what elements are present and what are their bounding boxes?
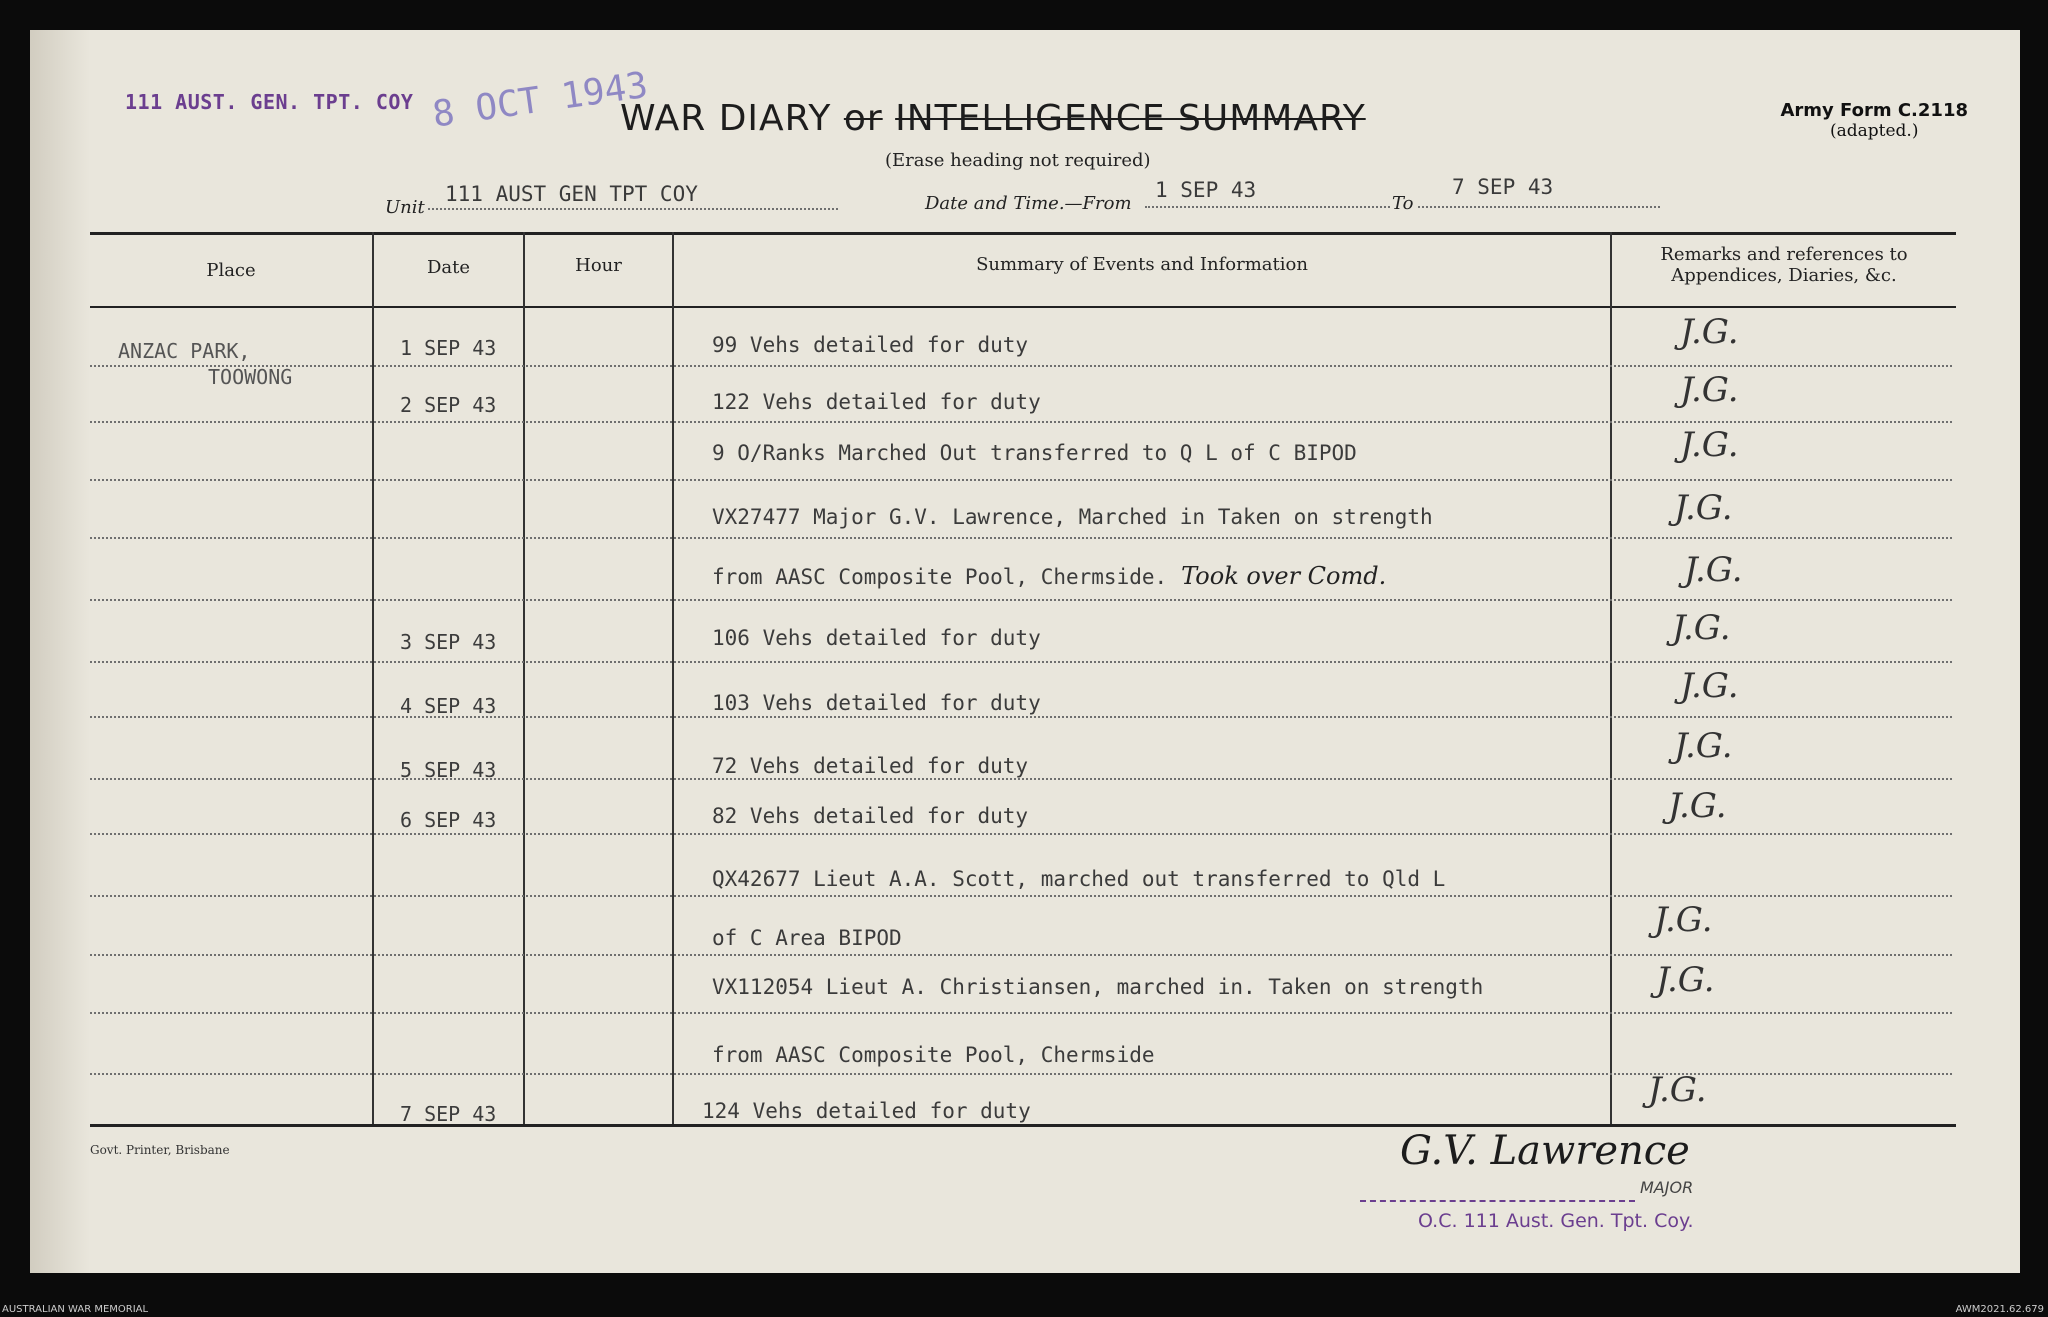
row-line [90,479,1952,481]
unit-stamp: 111 AUST. GEN. TPT. COY [125,90,414,114]
row-line [90,537,1952,539]
date-stamp: 8 OCT 1943 [430,64,651,136]
place-cell [118,338,292,390]
remarks-initials: J.G. [1680,370,1739,410]
table-bottom-rule [90,1124,1956,1127]
signature-line [1360,1200,1635,1202]
subtitle: (Erase heading not required) [885,150,1151,171]
summary-cell: 9 O/Ranks Marched Out transferred to Q L of C BIPOD [712,441,1357,465]
summary-text: from AASC Composite Pool, Chermside. [712,565,1168,589]
row-line [90,778,1952,780]
date-cell: 7 SEP 43 [400,1102,497,1126]
row-line [90,716,1952,718]
summary-cell: 124 Vehs detailed for duty [702,1099,1031,1123]
row-line [90,954,1952,956]
unit-dotline [428,208,838,210]
remarks-initials: J.G. [1654,900,1713,940]
printer-note: Govt. Printer, Brisbane [90,1143,230,1157]
place-line-1: ANZAC PARK, [118,339,251,363]
table-top-rule [90,232,1956,235]
row-line [90,421,1952,423]
row-line [90,895,1952,897]
page-shadow [30,30,90,1273]
column-header-date: Date [426,257,471,278]
summary-cell: VX112054 Lieut A. Christiansen, marched in. Taken on strength [712,975,1484,999]
remarks-initials: J.G. [1674,726,1733,766]
row-line [90,1012,1952,1014]
summary-cell: 106 Vehs detailed for duty [712,626,1041,650]
signature-oc-stamp: O.C. 111 Aust. Gen. Tpt. Coy. [1418,1210,1694,1232]
from-value: 1 SEP 43 [1155,178,1257,202]
title-struck: INTELLIGENCE SUMMARY [895,98,1366,139]
to-dotline [1418,206,1660,208]
remarks-header-line2: Appendices, Diaries, &c. [1671,265,1897,286]
summary-cell: 122 Vehs detailed for duty [712,390,1041,414]
remarks-header-line1: Remarks and references to [1660,244,1908,265]
summary-cell: of C Area BIPOD [712,926,902,950]
title-or: or [843,98,883,139]
archive-credit: AUSTRALIAN WAR MEMORIAL [2,1304,149,1315]
summary-cell: 82 Vehs detailed for duty [712,804,1029,828]
title-main: WAR DIARY [620,98,832,139]
from-dotline [1145,206,1390,208]
column-header-place: Place [206,260,256,281]
column-header-summary: Summary of Events and Information [976,254,1308,275]
column-header-remarks [1612,244,1956,286]
date-cell: 4 SEP 43 [400,694,497,718]
remarks-initials: J.G. [1680,425,1739,465]
remarks-initials: J.G. [1680,666,1739,706]
row-line [90,833,1952,835]
date-cell: 2 SEP 43 [400,393,497,417]
archive-reference: AWM2021.62.679 [1955,1304,2044,1315]
row-line [90,599,1952,601]
remarks-initials: J.G. [1680,312,1739,352]
remarks-initials: J.G. [1648,1070,1707,1110]
summary-cell: 103 Vehs detailed for duty [712,691,1041,715]
date-cell: 1 SEP 43 [400,336,497,360]
to-label: To [1392,193,1414,214]
signature: G.V. Lawrence [1400,1128,1690,1174]
summary-cell: 99 Vehs detailed for duty [712,333,1029,357]
column-header-hour: Hour [575,255,622,276]
remarks-initials: J.G. [1684,550,1743,590]
signature-rank: MAJOR [1640,1178,1694,1197]
remarks-initials: J.G. [1672,608,1731,648]
summary-cell [712,562,1386,590]
army-form-adapted: (adapted.) [1829,121,1919,141]
row-line [90,365,1952,367]
date-cell: 5 SEP 43 [400,758,497,782]
summary-cell: from AASC Composite Pool, Chermside [712,1043,1155,1067]
date-label: Date and Time.—From [925,193,1132,214]
to-value: 7 SEP 43 [1452,175,1554,199]
date-cell: 3 SEP 43 [400,630,497,654]
table-header-rule [90,306,1956,308]
army-form-label [1780,100,1968,141]
remarks-initials: J.G. [1668,786,1727,826]
summary-cell: VX27477 Major G.V. Lawrence, Marched in Taken on strength [712,505,1433,529]
remarks-initials: J.G. [1656,960,1715,1000]
summary-cell: 72 Vehs detailed for duty [712,754,1029,778]
place-line-2: TOOWONG [208,365,293,389]
handwritten-note: Took over Comd. [1181,562,1387,590]
unit-value: 111 AUST GEN TPT COY [445,182,698,206]
row-line [90,661,1952,663]
remarks-initials: J.G. [1674,488,1733,528]
unit-label: Unit [385,197,425,218]
date-cell: 6 SEP 43 [400,808,497,832]
army-form-number: Army Form C.2118 [1780,100,1968,121]
summary-cell: QX42677 Lieut A.A. Scott, marched out transferred to Qld L [712,867,1446,891]
diary-page [30,30,2020,1273]
page-title [620,98,1366,139]
